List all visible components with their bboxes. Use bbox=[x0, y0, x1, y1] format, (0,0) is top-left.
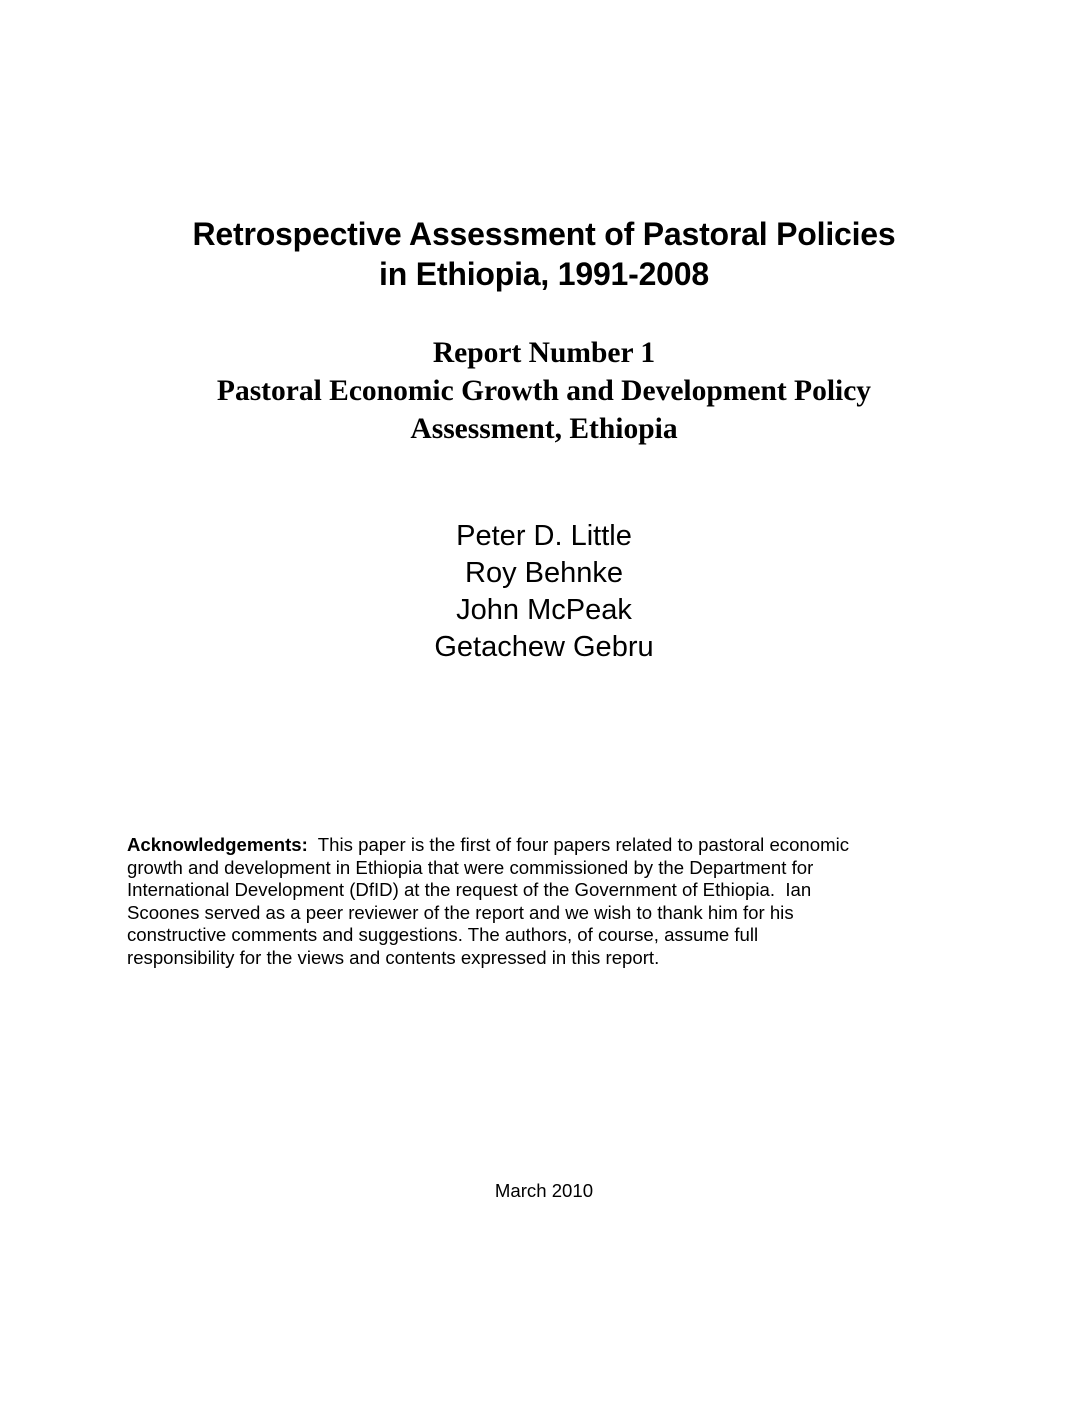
author-name: Roy Behnke bbox=[465, 557, 623, 589]
ack-line-4: Scoones served as a peer reviewer of the report and we wish to thank him for his bbox=[127, 901, 794, 923]
author-name: Getachew Gebru bbox=[434, 631, 654, 663]
title-line-2: in Ethiopia, 1991-2008 bbox=[379, 256, 709, 292]
ack-line-6: responsibility for the views and contents expressed in this report. bbox=[127, 946, 660, 968]
author-name: Peter D. Little bbox=[456, 520, 632, 552]
ack-line-5: constructive comments and suggestions. The authors, of course, assume full bbox=[127, 924, 759, 946]
author-name: John McPeak bbox=[456, 594, 632, 626]
publication-date: March 2010 bbox=[494, 1180, 594, 1201]
ack-line-2: growth and development in Ethiopia that were commissioned by the Department for bbox=[127, 856, 814, 878]
report-title bbox=[0, 214, 1088, 294]
ack-line-1 bbox=[127, 834, 967, 857]
acknowledgements-paragraph bbox=[127, 834, 967, 970]
ack-line-3: International Development (DfID) at the request of the Government of Ethiopia. Ian bbox=[127, 879, 812, 901]
author-list bbox=[0, 518, 1088, 666]
title-line-1: Retrospective Assessment of Pastoral Policies bbox=[192, 216, 896, 252]
subtitle-line-2: Pastoral Economic Growth and Development Policy bbox=[216, 375, 872, 407]
report-subtitle bbox=[0, 334, 1088, 448]
acknowledgements-label: Acknowledgements: bbox=[127, 834, 308, 855]
subtitle-line-3: Assessment, Ethiopia bbox=[410, 413, 678, 445]
report-number: Report Number 1 bbox=[432, 337, 656, 369]
ack-text: This paper is the first of four papers related to pastoral economic bbox=[307, 834, 850, 855]
